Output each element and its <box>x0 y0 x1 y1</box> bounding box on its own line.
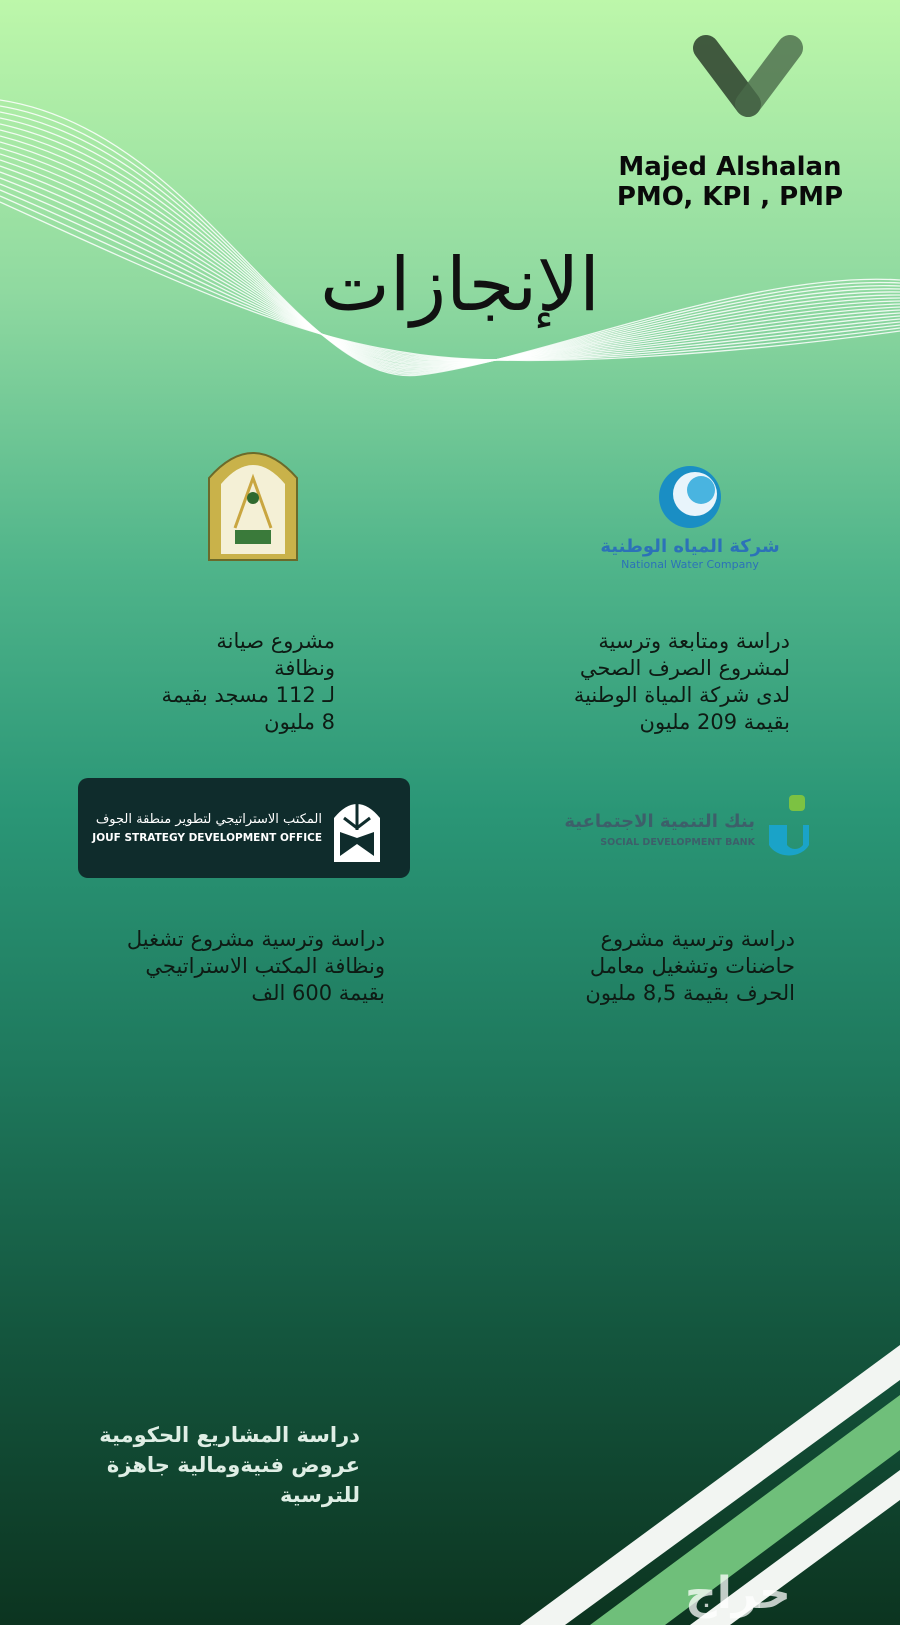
achievement-description <box>480 926 795 1007</box>
sdb-mark-icon <box>763 795 813 865</box>
sdb-logo-text <box>564 790 755 870</box>
description-line: 8 مليون <box>264 710 335 734</box>
jouf-strategy-office-logo <box>78 778 410 878</box>
description-line: بقيمة 600 الف <box>251 981 385 1005</box>
achievement-description <box>80 628 335 736</box>
national-water-company-logo <box>570 464 810 584</box>
description-line: لـ 112 مسجد بقيمة <box>161 683 335 707</box>
water-drop-icon <box>657 464 723 530</box>
logo-text-en: JOUF STRATEGY DEVELOPMENT OFFICE <box>92 832 322 844</box>
logo-text-ar: شركة المياه الوطنية <box>600 536 780 557</box>
description-line: لمشروع الصرف الصحي <box>579 656 790 680</box>
ministry-emblem-icon <box>205 438 301 562</box>
watermark: حراج <box>685 1568 791 1619</box>
description-line: ونظافة المكتب الاستراتيجي <box>145 954 385 978</box>
description-line: ونظافة <box>274 656 335 680</box>
social-development-bank-logo <box>548 790 813 870</box>
description-line: دراسة وترسية مشروع <box>600 927 795 951</box>
achievement-description <box>30 926 385 1007</box>
tagline-line: دراسة المشاريع الحكومية <box>99 1423 360 1447</box>
logo-text-ar: بنك التنمية الاجتماعية <box>564 811 755 832</box>
palm-book-icon <box>332 794 382 864</box>
logo-text-en: SOCIAL DEVELOPMENT BANK <box>600 837 755 848</box>
brand-name: Majed Alshalan <box>618 152 842 182</box>
tagline-line: للترسية <box>279 1483 360 1507</box>
description-line: بقيمة 209 مليون <box>639 710 790 734</box>
description-line: حاضنات وتشغيل معامل <box>589 954 795 978</box>
description-line: مشروع صيانة <box>216 629 335 653</box>
footer-tagline <box>40 1420 360 1510</box>
page-title: الإنجازات <box>320 242 600 328</box>
m-logo-icon <box>692 34 804 138</box>
description-line: لدى شركة المياة الوطنية <box>573 683 790 707</box>
achievement-description <box>480 628 790 736</box>
tagline-line: عروض فنيةومالية جاهزة <box>106 1453 360 1477</box>
jouf-logo-text <box>92 778 322 878</box>
logo-text-ar: المكتب الاستراتيجي لتطوير منطقة الجوف <box>95 812 322 827</box>
logo-text-en: National Water Company <box>621 558 759 571</box>
description-line: الحرف بقيمة 8,5 مليون <box>585 981 795 1005</box>
description-line: دراسة ومتابعة وترسية <box>598 629 790 653</box>
description-line: دراسة وترسية مشروع تشغيل <box>126 927 385 951</box>
brand-credentials: PMO, KPI , PMP <box>616 182 844 212</box>
brand-block <box>580 152 880 212</box>
